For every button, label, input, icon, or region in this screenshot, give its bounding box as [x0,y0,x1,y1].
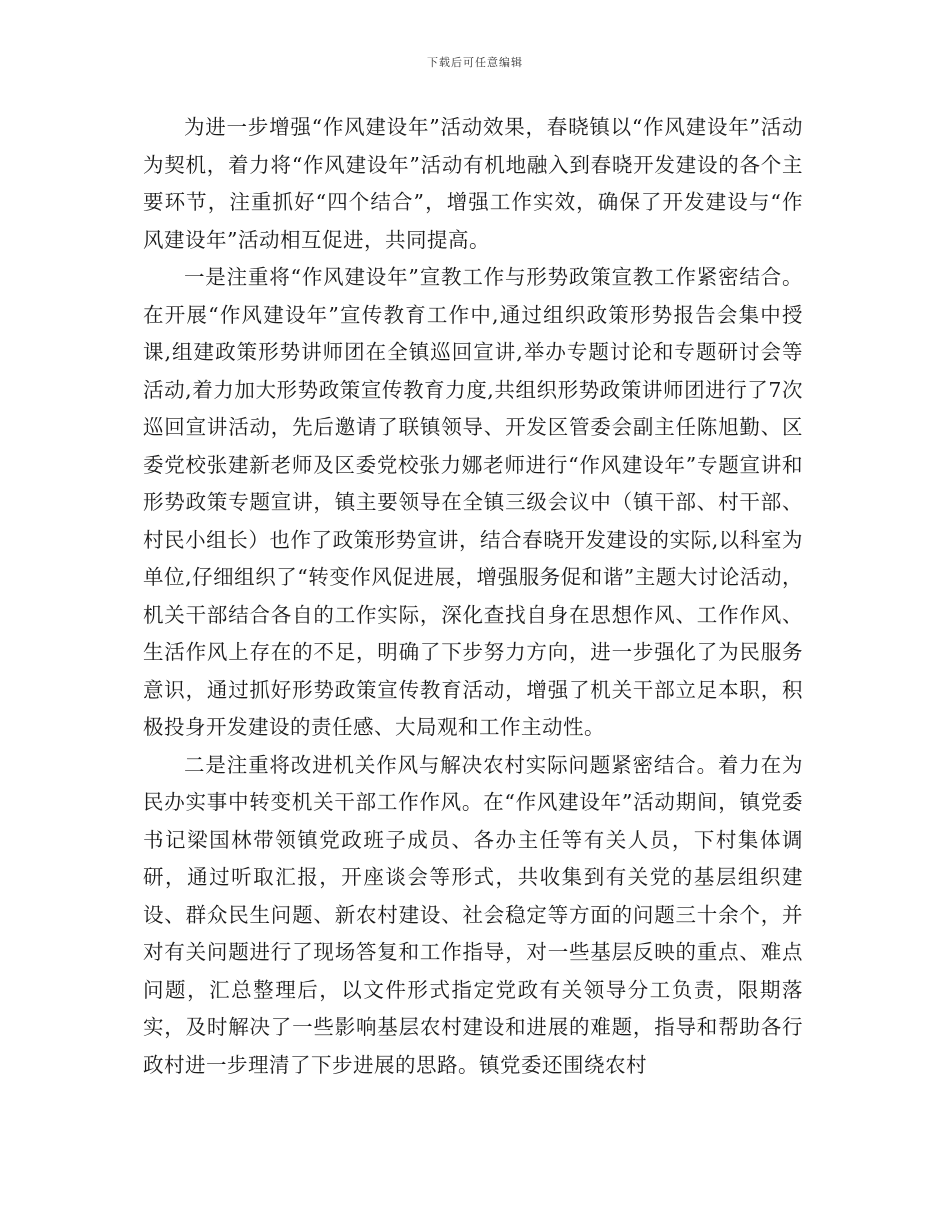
paragraph-point-one: 一是注重将“作风建设年”宣教工作与形势政策宣教工作紧密结合。在开展“作风建设年”宣传教育工作中,通过组织政策形势报告会集中授课,组建政策形势讲师团在全镇巡回宣讲,举办专题讨论和专题研讨会等活动,着力加大形势政策宣传教育力度,共组织形势政策讲师团进行了7次巡回宣讲活动，先后邀请了联镇领导、开发区管委会副主任陈旭勤、区委党校张建新老师及区委党校张力娜老师进行“作风建设年”专题宣讲和形势政策专题宣讲，镇主要领导在全镇三级会议中（镇干部、村干部、村民小组长）也作了政策形势宣讲，结合春晓开发建设的实际,以科室为单位,仔细组织了“转变作风促进展，增强服务促和谐”主题大讨论活动，机关干部结合各自的工作实际，深化查找自身在思想作风、工作作风、生活作风上存在的不足，明确了下步努力方向，进一步强化了为民服务意识，通过抓好形势政策宣传教育活动，增强了机关干部立足本职，积极投身开发建设的责任感、大局观和工作主动性。 [143,265,803,739]
header-note: 下载后可任意编辑 [427,56,523,69]
paragraph-intro: 为进一步增强“作风建设年”活动效果，春晓镇以“作风建设年”活动为契机，着力将“作风建设年”活动有机地融入到春晓开发建设的各个主要环节，注重抓好“四个结合”，增强工作实效，确保了开发建设与“作风建设年”活动相互促进，共同提高。 [143,115,803,252]
document-body [143,109,803,1084]
paragraph-point-two: 二是注重将改进机关作风与解决农村实际问题紧密结合。着力在为民办实事中转变机关干部工作作风。在“作风建设年”活动期间，镇党委书记梁国林带领镇党政班子成员、各办主任等有关人员，下村集体调研，通过听取汇报，开座谈会等形式，共收集到有关党的基层组织建设、群众民生问题、新农村建设、社会稳定等方面的问题三十余个，并对有关问题进行了现场答复和工作指导，对一些基层反映的重点、难点问题，汇总整理后，以文件形式指定党政有关领导分工负责，限期落实，及时解决了一些影响基层农村建设和进展的难题，指导和帮助各行政村进一步理清了下步进展的思路。镇党委还围绕农村 [143,752,803,1077]
